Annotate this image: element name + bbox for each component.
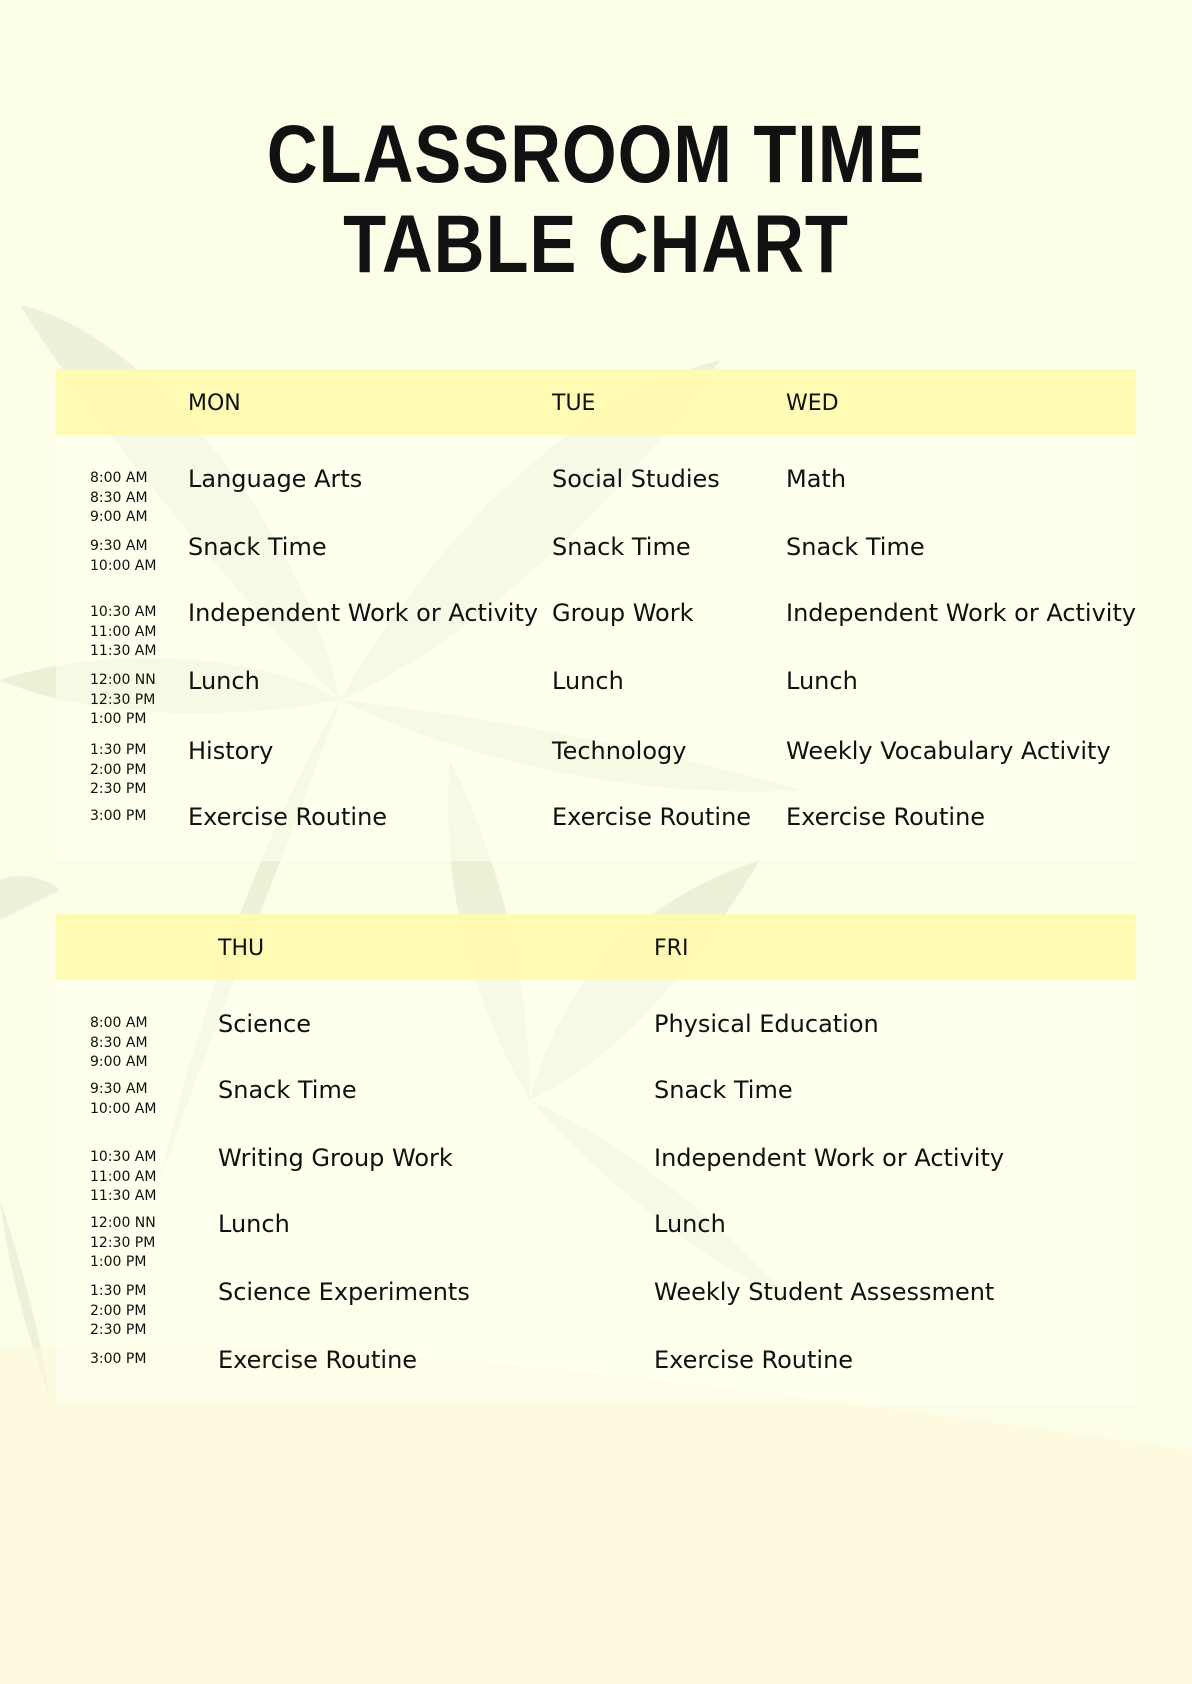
- title-line-1: CLASSROOM TIME: [266, 109, 926, 200]
- time-slots: [90, 1014, 148, 1073]
- time-slots: [90, 671, 156, 730]
- activity-cell: Weekly Student Assessment: [654, 1278, 995, 1306]
- time-label: 8:30 AM: [90, 489, 148, 506]
- activity-cell: Lunch: [654, 1210, 726, 1238]
- time-slots: [90, 1282, 146, 1341]
- activity-cell: Exercise Routine: [188, 803, 388, 831]
- activity-cell: Independent Work or Activity: [654, 1144, 1005, 1172]
- activity-cell: Lunch: [552, 667, 624, 695]
- time-label: 11:00 AM: [90, 623, 157, 640]
- activity-cell: Independent Work or Activity: [786, 599, 1137, 627]
- activity-cell: Exercise Routine: [218, 1346, 418, 1374]
- activity-cell: Social Studies: [552, 465, 720, 493]
- activity-cell: Language Arts: [188, 465, 363, 493]
- time-label: 10:30 AM: [90, 1149, 157, 1165]
- time-label: 8:00 AM: [90, 1015, 148, 1031]
- time-label: 2:30 PM: [90, 781, 147, 797]
- time-label: 1:30 PM: [90, 742, 147, 758]
- time-label: 1:00 PM: [90, 1254, 147, 1270]
- day-header-tue: TUE: [552, 391, 596, 416]
- day-header-wed: WED: [786, 391, 839, 416]
- time-slots: [90, 1350, 146, 1370]
- time-label: 12:30 PM: [90, 691, 156, 708]
- time-label: 9:00 AM: [90, 1054, 148, 1070]
- time-label: 2:00 PM: [90, 1302, 147, 1319]
- activity-cell: History: [188, 737, 274, 765]
- time-label: 11:30 AM: [90, 643, 157, 659]
- time-label: 1:30 PM: [90, 1283, 147, 1299]
- time-slots: [90, 537, 156, 576]
- time-slots: [90, 469, 148, 528]
- time-label: 10:30 AM: [90, 604, 157, 620]
- time-slots: [90, 1214, 156, 1273]
- activity-cell: Exercise Routine: [552, 803, 752, 831]
- time-label: 11:00 AM: [90, 1168, 157, 1185]
- table-header: [56, 369, 1136, 435]
- activity-cell: Science Experiments: [218, 1278, 470, 1306]
- day-header-mon: MON: [188, 391, 241, 416]
- timetable-thu-fri: [56, 914, 1136, 1404]
- activity-cell: Independent Work or Activity: [188, 599, 539, 627]
- activity-cell: Snack Time: [218, 1076, 357, 1104]
- activity-cell: Exercise Routine: [654, 1346, 854, 1374]
- time-label: 10:00 AM: [90, 1100, 157, 1117]
- time-label: 9:00 AM: [90, 509, 148, 525]
- time-label: 3:00 PM: [90, 1351, 147, 1367]
- activity-cell: Math: [786, 465, 847, 493]
- day-header-thu: THU: [218, 936, 265, 961]
- activity-cell: Exercise Routine: [786, 803, 986, 831]
- time-label: 2:30 PM: [90, 1322, 147, 1338]
- activity-cell: Writing Group Work: [218, 1144, 453, 1172]
- table-header: [56, 914, 1136, 980]
- time-label: 9:30 AM: [90, 1081, 148, 1097]
- time-label: 8:30 AM: [90, 1034, 148, 1051]
- time-label: 9:30 AM: [90, 538, 148, 554]
- time-label: 12:30 PM: [90, 1234, 156, 1251]
- time-slots: [90, 741, 146, 800]
- timetable-mon-wed: [56, 369, 1136, 861]
- activity-cell: Snack Time: [786, 533, 925, 561]
- activity-cell: Lunch: [786, 667, 858, 695]
- time-label: 12:00 NN: [90, 1215, 156, 1231]
- time-label: 10:00 AM: [90, 557, 157, 574]
- time-label: 2:00 PM: [90, 761, 147, 778]
- activity-cell: Lunch: [188, 667, 260, 695]
- activity-cell: Snack Time: [188, 533, 327, 561]
- activity-cell: Snack Time: [654, 1076, 793, 1104]
- time-label: 3:00 PM: [90, 808, 147, 824]
- activity-cell: Lunch: [218, 1210, 290, 1238]
- activity-cell: Physical Education: [654, 1010, 879, 1038]
- activity-cell: Weekly Vocabulary Activity: [786, 737, 1111, 765]
- time-slots: [90, 1148, 156, 1207]
- time-label: 1:00 PM: [90, 711, 147, 727]
- activity-cell: Snack Time: [552, 533, 691, 561]
- activity-cell: Science: [218, 1010, 312, 1038]
- day-header-fri: FRI: [654, 936, 689, 961]
- time-label: 12:00 NN: [90, 672, 156, 688]
- activity-cell: Group Work: [552, 599, 694, 627]
- time-slots: [90, 1080, 156, 1119]
- time-slots: [90, 603, 156, 662]
- time-label: 11:30 AM: [90, 1188, 157, 1204]
- time-slots: [90, 807, 146, 827]
- page-title: [83, 110, 1108, 290]
- title-line-2: TABLE CHART: [343, 199, 849, 290]
- time-label: 8:00 AM: [90, 470, 148, 486]
- activity-cell: Technology: [552, 737, 687, 765]
